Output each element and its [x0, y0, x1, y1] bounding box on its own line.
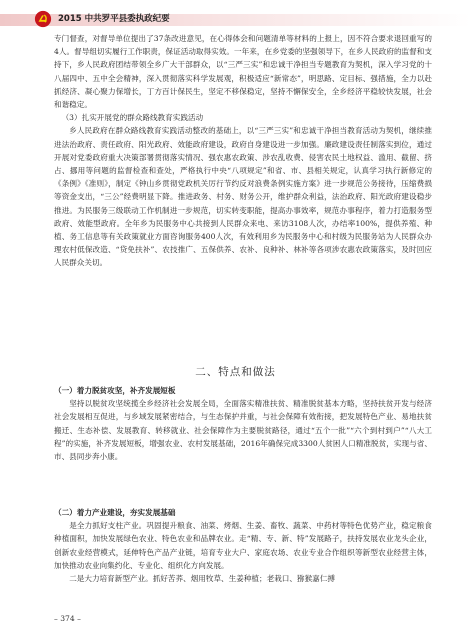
page-number: – 374 – [54, 614, 81, 623]
section-poverty [54, 384, 432, 463]
section-industry [54, 506, 432, 585]
section-title: （一）着力脱贫攻坚，补齐发展短板 [54, 386, 176, 395]
subsection-title: （3）扎实开展党的群众路线教育实践活动 [61, 113, 204, 123]
intro-section [54, 32, 432, 270]
intro-paragraph: 专门督查，对督导单位提出了37条改进意见，在心得体会和问题清单等材料的上报上，因不符合要求退回重写的4人。督导组切实履行工作职责，保证活动取得实效。一年来，在乡党委的坚强领导下，在乡人民政府的监督和支持下，乡人民政府团结带领全乡广大干部群众，以“三严三实”和忠诚干净担当专题教育为契机，深入学习党的十八届四中、五中全会精神，深入贯彻落实科学发展观，积极适应“新常态”，明思路、定目标、强措施，全力以赴抓经济、凝心聚力保增长，丁方百计保民生，坚定不移保稳定，坚持不懈保安全，全乡经济平稳较快发展，社会和谐稳定。 [54, 34, 432, 110]
chapter-title: 二、特点和做法 [195, 366, 276, 378]
header-title: 2015 中共罗平县委执政纪要 [58, 14, 170, 24]
party-emblem-icon [34, 10, 52, 28]
page-header [0, 0, 471, 30]
section-paragraph-extra: 二是大力培育新型产业。抓好苦荞、烟用牧草、生姜种植；老栽口、猕猴嘉仁搏 [69, 574, 335, 584]
subsection-paragraph: 乡人民政府在群众路线教育实践活动整改的基础上，以“三严三实”和忠诚干净担当教育活动为契机，继续推进法治政府、责任政府、阳光政府、效能政府建设，政府自身建设进一步加强。廉政建设责任制落实到位，通过开展对党委政府重大决策部署贯彻落实情况、强农惠农政策、涉农乱收费、侵害农民土地权益、滥用、截留、挤占、挪用等问题的监督检查和查处，严格执行中央“八项规定”和省、市、县相关规定，认真学习执行新修定的《条例》《准则》，制定《钟山乡贯彻党政机关厉行节约反对浪费条例实施方案》进一步规范公务接待，压缩费损等资金支出，“三公”经费明显下降。推进政务、村务、财务公开，维护群众利益，法治政府、阳光政府建设稳步推进。为民服务三级联动工作机制进一步规范，切实转变职能，提高办事效率，规范办事程序，着力打造服务型政府、效能型政府。全年乡为民服务中心共接到人民群众来电、来访3108人次，办结率100%，提供养殖、种植、务工信息等有关政策就业方面咨询服务400人次，有效利用乡为民服务中心和村级为民服务站为人民群众办理农村低保改造、“贷免扶补”、农技推广、五保供养、农补、良种补、林补等各项涉农惠农政策落实，及时回应人民群众关切。 [54, 126, 432, 268]
section-paragraph: 坚持以脱贫攻坚统揽全乡经济社会发展全局，全面落实精准扶贫、精准脱贫基本方略，坚持扶贫开发与经济社会发展相互促进，与乡域发展紧密结合，与生态保护并重，与社会保障有效衔接，把发展特色产业、易地扶贫搬迁、生态补偿、发展教育、转移就业、社会保障作为主要脱贫路径，通过“五个一批”“六个到村到户”“八大工程”的实施，补齐发展短板，增强农业、农村发展基础，2016年确保完成3300人贫困人口精准脱贫，实现与省、市、县同步奔小康。 [54, 399, 432, 462]
section-paragraph: 是全力抓好支柱产业。巩固提升粮食、油菜、烤烟、生姜、畜牧、蔬菜、中药材等特色优势产业，稳定粮食种植面积，加快发展绿色农业、特色农业和品牌农业。走“精、专、新、特”发展路子，扶持发展农业龙头企业，创新农业经营模式，延伸特色产品产业链，培育专业大户、家庭农场、农业专业合作组织等新型农业经营主体，加快推动农业向集约化、专业化、组织化方向发展。 [54, 521, 432, 570]
section-title: （二）着力产业建设，夯实发展基础 [54, 508, 176, 517]
